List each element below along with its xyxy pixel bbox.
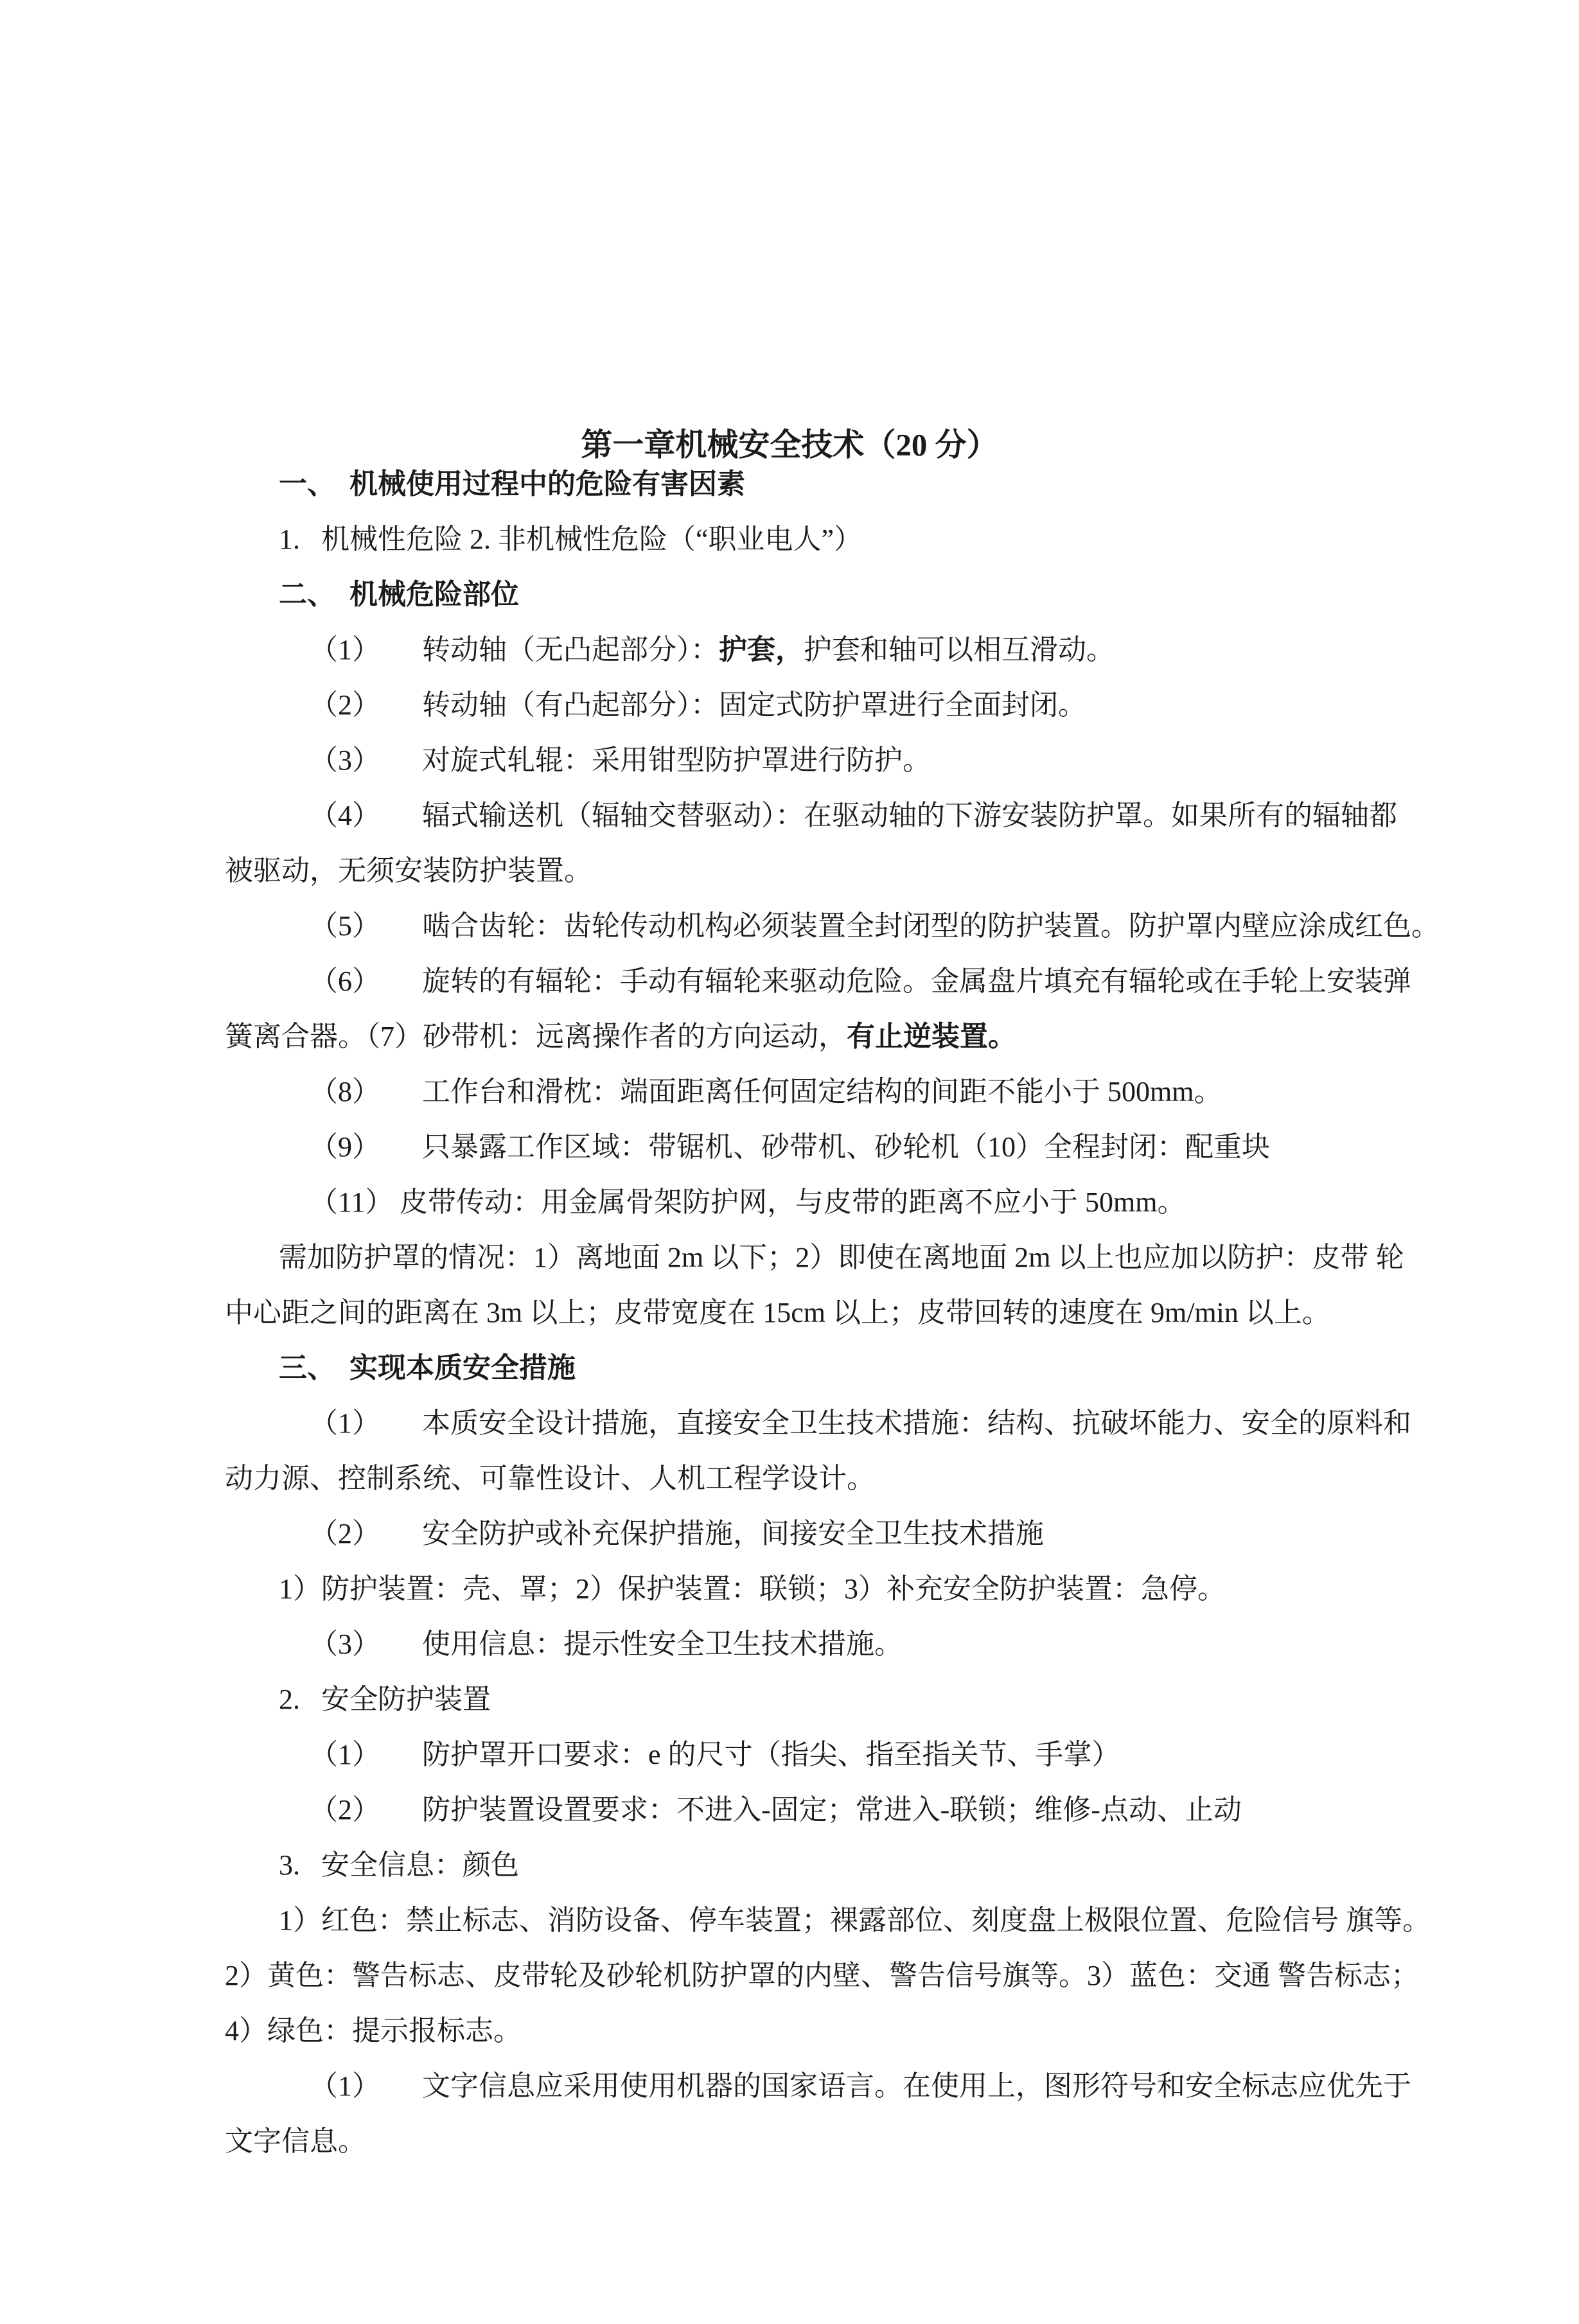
doc-text: 护套， bbox=[719, 634, 804, 665]
doc-text: 被驱动，无须安装防护装置。 bbox=[225, 855, 592, 886]
doc-text: 护套和轴可以相互滑动。 bbox=[804, 634, 1115, 665]
document-body bbox=[0, 457, 1579, 2169]
doc-line bbox=[0, 1451, 1579, 1506]
doc-text: 动力源、控制系统、可靠性设计、人机工程学设计。 bbox=[225, 1463, 875, 1494]
list-label: （8） bbox=[310, 1076, 380, 1107]
doc-line bbox=[0, 1009, 1579, 1064]
doc-text: 机械危险部位 bbox=[349, 579, 519, 610]
doc-line bbox=[0, 899, 1579, 954]
list-label: （2） bbox=[310, 689, 380, 721]
doc-text: 使用信息：提示性安全卫生技术措施。 bbox=[422, 1628, 903, 1660]
list-label: （6） bbox=[310, 965, 380, 997]
doc-text: 对旋式轧辊：采用钳型防护罩进行防护。 bbox=[422, 744, 931, 776]
doc-line bbox=[0, 457, 1579, 512]
doc-line bbox=[0, 2003, 1579, 2059]
doc-line bbox=[0, 1783, 1579, 1838]
doc-text: 1）红色：禁止标志、消防设备、停车装置；裸露部位、刻度盘上极限位置、危险信号 旗等。 bbox=[279, 1905, 1431, 1936]
doc-text: 文字信息应采用使用机器的国家语言。在使用上，图形符号和安全标志应优先于 bbox=[422, 2070, 1411, 2102]
doc-text: 有止逆装置。 bbox=[847, 1021, 1016, 1052]
doc-text: 1）防护装置：壳、罩；2）保护装置：联锁；3）补充安全防护装置：急停。 bbox=[279, 1573, 1226, 1605]
doc-text: 辐式输送机（辐轴交替驱动）：在驱动轴的下游安装防护罩。如果所有的辐轴都 bbox=[422, 800, 1397, 831]
doc-line bbox=[0, 2059, 1579, 2114]
doc-text: 啮合齿轮：齿轮传动机构必须装置全封闭型的防护装置。防护罩内壁应涂成红色。 bbox=[422, 910, 1440, 942]
doc-line bbox=[0, 1672, 1579, 1727]
doc-line bbox=[0, 678, 1579, 733]
doc-text: 只暴露工作区域：带锯机、砂带机、砂轮机（10）全程封闭：配重块 bbox=[422, 1131, 1270, 1163]
list-label: （1） bbox=[310, 2070, 380, 2102]
doc-text: 皮带传动：用金属骨架防护网，与皮带的距离不应小于 50mm。 bbox=[400, 1186, 1186, 1218]
list-label: （1） bbox=[310, 1739, 380, 1770]
doc-line bbox=[0, 1064, 1579, 1120]
doc-text: 防护装置设置要求：不进入-固定；常进入-联锁；维修-点动、止动 bbox=[422, 1794, 1242, 1826]
doc-line bbox=[0, 954, 1579, 1009]
doc-line bbox=[0, 1341, 1579, 1396]
doc-line bbox=[0, 788, 1579, 843]
doc-text: 实现本质安全措施 bbox=[349, 1352, 576, 1384]
doc-text: 转动轴（有凸起部分）：固定式防护罩进行全面封闭。 bbox=[422, 689, 1086, 721]
doc-text: 安全信息：颜色 bbox=[321, 1849, 519, 1881]
page-title: 第一章机械安全技术（20 分） bbox=[581, 427, 998, 462]
list-label: （2） bbox=[310, 1794, 380, 1826]
list-label: （3） bbox=[310, 1628, 380, 1660]
doc-line bbox=[0, 2114, 1579, 2169]
doc-text: 防护罩开口要求：e 的尺寸（指尖、指至指关节、手掌） bbox=[422, 1739, 1120, 1770]
doc-line bbox=[0, 843, 1579, 899]
list-label: （11） bbox=[310, 1186, 394, 1218]
doc-text: 安全防护装置 bbox=[321, 1684, 491, 1715]
doc-text: 中心距之间的距离在 3m 以上；皮带宽度在 15cm 以上；皮带回转的速度在 9m/min 以上。 bbox=[225, 1297, 1330, 1328]
doc-line bbox=[0, 512, 1579, 567]
doc-line bbox=[0, 733, 1579, 788]
doc-line bbox=[0, 1396, 1579, 1451]
doc-line bbox=[0, 1506, 1579, 1562]
doc-text: 2）黄色：警告标志、皮带轮及砂轮机防护罩的内壁、警告信号旗等。3）蓝色：交通 警告标志； bbox=[225, 1960, 1419, 1991]
list-label: 2. bbox=[279, 1684, 300, 1715]
doc-text: 4）绿色：提示报标志。 bbox=[225, 2015, 522, 2047]
list-label: 1. bbox=[279, 524, 300, 555]
doc-line bbox=[0, 1285, 1579, 1341]
list-label: （1） bbox=[310, 634, 380, 665]
doc-line bbox=[0, 622, 1579, 678]
doc-line bbox=[0, 1175, 1579, 1230]
doc-line bbox=[0, 1893, 1579, 1948]
list-label: （1） bbox=[310, 1407, 380, 1439]
doc-text: 工作台和滑枕：端面距离任何固定结构的间距不能小于 500mm。 bbox=[422, 1076, 1222, 1107]
doc-line bbox=[0, 1562, 1579, 1617]
doc-text: 簧离合器。（7）砂带机：远离操作者的方向运动， bbox=[225, 1021, 847, 1052]
list-label: （9） bbox=[310, 1131, 380, 1163]
doc-line bbox=[0, 1948, 1579, 2003]
doc-text: 转动轴（无凸起部分）： bbox=[422, 634, 719, 665]
doc-text: 安全防护或补充保护措施，间接安全卫生技术措施 bbox=[422, 1518, 1044, 1549]
doc-line bbox=[0, 1617, 1579, 1672]
doc-text: 文字信息。 bbox=[225, 2126, 366, 2157]
doc-text: 本质安全设计措施，直接安全卫生技术措施：结构、抗破坏能力、安全的原料和 bbox=[422, 1407, 1411, 1439]
list-label: （2） bbox=[310, 1518, 380, 1549]
list-label: 二、 bbox=[279, 579, 335, 610]
doc-text: 需加防护罩的情况：1）离地面 2m 以下；2）即使在离地面 2m 以上也应加以防护：皮带 轮 bbox=[279, 1242, 1404, 1273]
doc-line bbox=[0, 1230, 1579, 1285]
list-label: 三、 bbox=[279, 1352, 335, 1384]
doc-text: 机械性危险 2. 非机械性危险（“职业电人”） bbox=[321, 524, 863, 555]
list-label: 3. bbox=[279, 1849, 300, 1881]
doc-line bbox=[0, 1838, 1579, 1893]
doc-text: 机械使用过程中的危险有害因素 bbox=[349, 468, 745, 500]
list-label: （5） bbox=[310, 910, 380, 942]
doc-line bbox=[0, 567, 1579, 622]
list-label: （3） bbox=[310, 744, 380, 776]
doc-line bbox=[0, 1727, 1579, 1783]
doc-line bbox=[0, 1120, 1579, 1175]
list-label: 一、 bbox=[279, 468, 335, 500]
list-label: （4） bbox=[310, 800, 380, 831]
doc-text: 旋转的有辐轮：手动有辐轮来驱动危险。金属盘片填充有辐轮或在手轮上安装弹 bbox=[422, 965, 1411, 997]
